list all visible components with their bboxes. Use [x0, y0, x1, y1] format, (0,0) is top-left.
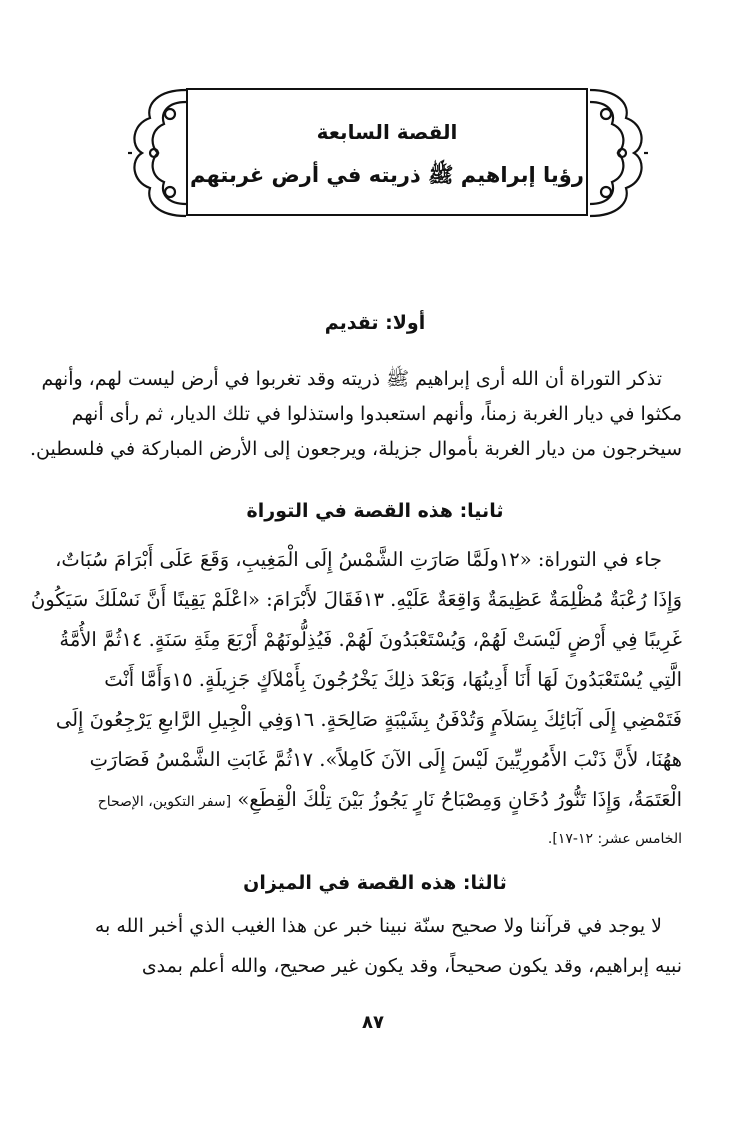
section-mizan-title: ثالثا: هذه القصة في الميزان	[243, 872, 507, 894]
paragraph-line: تذكر التوراة أن الله أرى إبراهيم ﷺ ذريته وقد تغربوا في أرض ليست لهم، وأنهم	[41, 368, 662, 390]
section-intro-title: أولا: تقديم	[324, 312, 426, 334]
paragraph-line: مكثوا في ديار الغربة زمناً، وأنهم استعبدوا واستذلوا في تلك الديار، ثم رأى أنهم	[71, 403, 682, 425]
chapter-subtitle: رؤيا إبراهيم ﷺ ذريته في أرض غربتهم	[190, 163, 584, 187]
header-box-border	[186, 88, 588, 216]
torah-quote-paragraph	[30, 540, 682, 856]
section-torah-title: ثانيا: هذه القصة في التوراة	[246, 500, 504, 522]
paragraph-line: فَتَمْضِي إِلَى آبَائِكَ بِسَلاَمٍ وَتُدْفَنُ بِشَيْبَةٍ صَالِحَةٍ. ١٦وَفِي الْجِيلِ الرَّابعِ يَرْجِعُونَ إِلَى	[55, 708, 682, 731]
mizan-paragraph	[70, 906, 682, 986]
paragraph-line: غَرِيبًا فِي أَرْضٍ لَيْسَتْ لَهُمْ، وَيُسْتَعْبَدُونَ لَهُمْ. فَيُذِلُّونَهُمْ أَرْبَعَ مِئَةِ سَنَةٍ. ١٤ثُمَّ الأُمَّةُ	[59, 628, 682, 651]
paragraph-line: سيخرجون من ديار الغربة بأموال جزيلة، ويرجعون إلى الأرض المباركة في فلسطين.	[29, 438, 682, 460]
source-reference: [سفر التكوين، الإصحاح	[97, 794, 232, 810]
paragraph-line: ههُنَا، لأَنَّ ذَنْبَ الأَمُورِيِّينَ لَيْسَ إِلَى الآنَ كَامِلاً». ١٧ثُمَّ غَابَتِ الشَّمْسُ فَصَارَتِ	[89, 748, 682, 771]
chapter-title: القصة السابعة	[316, 120, 458, 144]
paragraph-line: جاء في التوراة: «١٢ولَمَّا صَارَتِ الشَّمْسُ إِلَى الْمَغِيبِ، وَقَعَ عَلَى أَبْرَامَ سُبَاتٌ،	[55, 548, 662, 571]
paragraph-line: الَّتِي يُسْتَعْبَدُونَ لَهَا أَنَا أَدِينُهَا، وَبَعْدَ ذلِكَ يَخْرُجُونَ بِأَمْلاَكٍ جَزِيلَةٍ. ١٥وَأَمَّا أَنْتَ	[104, 668, 682, 691]
intro-paragraph	[29, 362, 682, 467]
page-number: ٨٧	[362, 1012, 384, 1033]
chapter-header-frame	[128, 84, 648, 222]
source-reference-cont: الخامس عشر: ١٢-١٧].	[547, 831, 682, 847]
paragraph-line: وَإِذَا رُعْبَةٌ مُظْلِمَةٌ عَظِيمَةٌ وَاقِعَةٌ عَلَيْهِ. ١٣فَقَالَ لأَبْرَامَ: «اعْلَمْ يَقِينًا أَنَّ نَسْلَكَ سَيَكُونُ	[30, 588, 682, 611]
paragraph-line: لا يوجد في قرآننا ولا صحيح سنّة نبينا خبر عن هذا الغيب الذي أخبر الله به	[94, 915, 662, 937]
paragraph-line: نبيه إبراهيم، وقد يكون صحيحاً، وقد يكون غير صحيح، والله أعلم بمدى	[141, 955, 682, 977]
paragraph-line	[70, 780, 682, 822]
paragraph-line-text: الْعَتَمَةُ، وَإِذَا تَنُّورُ دُخَانٍ وَمِصْبَاحُ نَارٍ يَجُوزُ بَيْنَ تِلْكَ الْقِطَعِ»	[237, 788, 682, 811]
